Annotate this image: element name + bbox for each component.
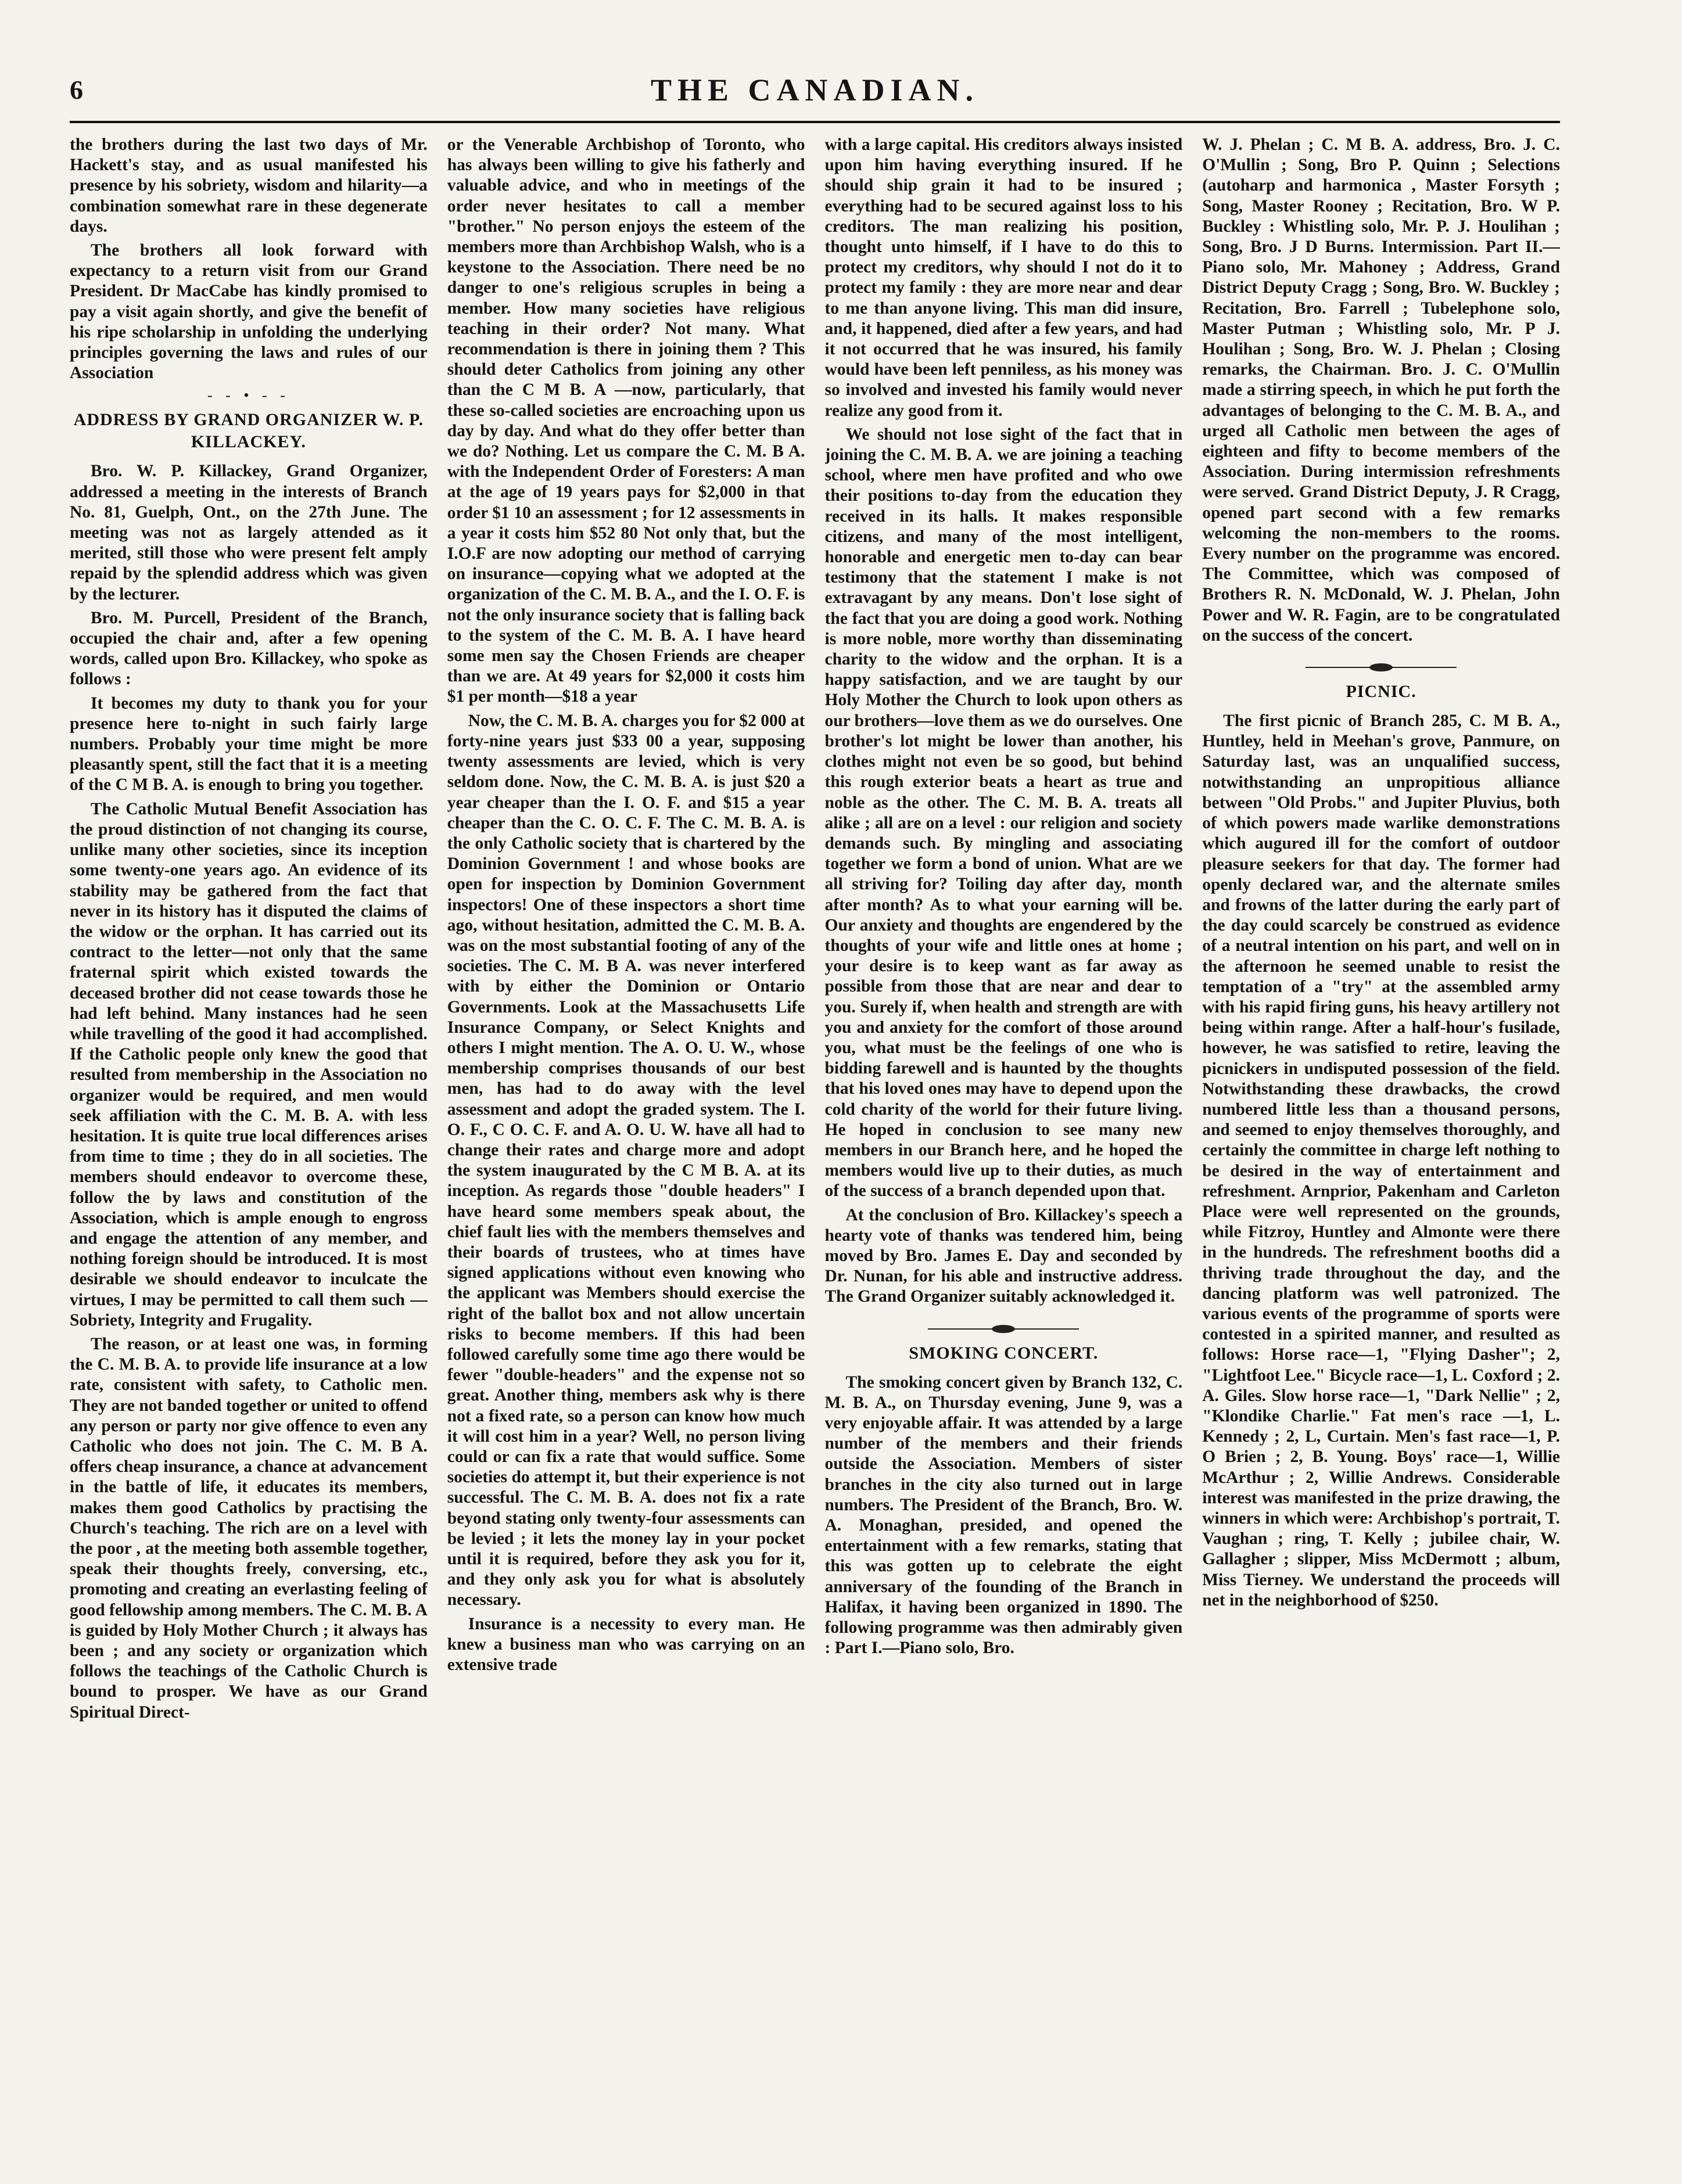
continued-paragraph: with a large capital. His creditors always insisted upon him having everything insured. If he should ship grain it had to be insured ; everything had to be secured against loss to his creditors. The man realizing his position, thought unto himself, if I have to do this to protect my creditors, why should I not do it to protect my family : they are more near and dear to me than anyone living. This man did insure, and, it happened, died after a few years, and had it not occurred that he was insured, his family would have been left penniless, as his money was so involved and invested his family would never realize any good from it. — [824, 135, 1183, 420]
page-number: 6 — [70, 75, 83, 105]
newspaper-title: THE CANADIAN. — [650, 73, 980, 107]
column-2 — [447, 135, 805, 2168]
article-paragraph: Now, the C. M. B. A. charges you for $2 000 at forty-nine years just $33 00 a year, supposing twenty assessments are levied, which is very seldom done. Now, the C. M. B. A. is just $20 a year cheaper than the I. O. F. and $15 a year cheaper than the C. O. C. F. The C. M. B. A. is the only Catholic society that is chartered by the Dominion Government ! and whose books are open for inspection by Dominion Government inspectors! One of these inspectors a short time ago, without hesitation, admitted the C. M. B. A. was on the most substantial footing of any of the societies. The C. M. B A. was never interfered with by either the Dominion or Ontario Governments. Look at the Massachusetts Life Insurance Company, or Select Knights and others I might mention. The A. O. U. W., whose membership comprises thousands of our best men, has had to do away with the level assessment and adopt the graded system. The I. O. F., C O. C. F. and A. O. U. W. have all had to change their rates and charge more and adopt the system inaugurated by the C M B. A. at its inception. As regards those "double headers" I have heard some members speak about, the chief fault lies with the members themselves and their boards of trustees, who at times have signed applications without even knowing who the applicant was Members should exercise the right of the ballot box and not allow uncertain risks to become members. If this had been followed carefully some time ago there would be fewer "double-headers" and the expense not so great. Another thing, members ask why is there not a fixed rate, so a person can know how much it will cost him in a year? Well, no person living could or can fix a rate that would suffice. Some societies do attempt it, but their experience is not successful. The C. M. B. A. does not fix a rate beyond stating only twenty-four assessments can be levied ; it lets the money lay in your pocket until it is required, before they ask you for it, and they only ask you for what is absolutely necessary. — [447, 711, 805, 1610]
continued-paragraph: the brothers during the last two days of Mr. Hackett's stay, and as usual manifested his presence by his sobriety, wisdom and hilarity—a combination somewhat rare in these degenerate days. — [70, 135, 428, 236]
section-separator — [1306, 663, 1457, 671]
section-separator: - - • - - — [207, 387, 290, 404]
article-paragraph: Insurance is a necessity to every man. He knew a business man who was carrying on an extensive trade — [447, 1614, 805, 1675]
continued-paragraph: or the Venerable Archbishop of Toronto, who has always been willing to give his fatherly and valuable advice, and who in meetings of the order never hesitates to call a member "brother." No person enjoys the esteem of the members more than Archbishop Walsh, who is a keystone to the Association. There need be no danger to one's religious scruples in being a member. How many societies have religious teaching in their order? Not many. What recommendation is there in joining them ? This should deter Catholics from joining any other than the C M B. A —now, particularly, that these so-called societies are encroaching upon us day by day. And what do they offer better than we do? Nothing. Let us compare the C. M. B A. with the Independent Order of Foresters: A man at the age of 19 years pays for $2,000 in that order $1 10 an assessment ; for 12 assessments in a year it costs him $52 80 Not only that, but the I.O.F are now adopting our method of carrying on insurance—copying what we adopted at the organization of the C. M. B. A., and the I. O. F. is not the only insurance society that is falling back to the system of the C. M. B. A. I have heard some men say the Chosen Friends are cheaper than we are. At 49 years for $2,000 it costs him $1 per month—$18 a year — [447, 135, 805, 706]
article-paragraph: We should not lose sight of the fact that in joining the C. M. B. A. we are joining a teaching school, where men have profited and who owe their positions to-day from the education they received in its halls. It makes responsible citizens, and many of the most intelligent, honorable and energetic men to-day can bear testimony that the statement I make is not extravagant by any means. Don't lose sight of the fact that you are doing a good work. Nothing is more noble, more worthy than disseminating charity to the widow and the orphan. It is a happy satisfaction, and we are taught by our Holy Mother the Church to look upon others as our brothers—love them as we do ourselves. One brother's lot might be lower than another, his clothes might not even be so good, but behind this rough exterior beats a heart as true and noble as the other. The C. M. B. A. treats all alike ; all are on a level : our religion and society demands such. By mingling and associating together we form a bond of union. What are we all striving for? Toiling day after day, month after month? As to what your earning will be. Our anxiety and thoughts are engendered by the thoughts of your wife and little ones at home ; your desire is to keep want as far away as possible from those that are near and dear to you. Surely if, when health and strength are with you and anxiety for the comfort of those around you, what must be the feelings of one who is bidding farewell and is haunted by the thoughts that his loved ones may have to depend upon the cold charity of the world for their future living. He hoped in conclusion to see many new members in our Branch here, and he hoped the members would live up to their duties, as much of the success of a branch depended upon that. — [824, 425, 1183, 1201]
masthead — [70, 70, 1560, 123]
header-rule — [70, 121, 1560, 123]
article-heading-picnic: PICNIC. — [1346, 682, 1416, 702]
article-paragraph: The smoking concert given by Branch 132, C. M. B. A., on Thursday evening, June 9, was a very enjoyable affair. It was attended by a large number of the members and their friends outside the Association. Members of sister branches in the city also turned out in large numbers. The President of the Branch, Bro. W. A. Monaghan, presided, and opened the entertainment with a few remarks, stating that this was gotten up to celebrate the eight anniversary of the founding of the Branch in Halifax, it having been organized in 1890. The following programme was then admirably given : Part I.—Piano solo, Bro. — [824, 1373, 1183, 1658]
column-3 — [825, 135, 1183, 2168]
article-paragraph: The Catholic Mutual Benefit Association has the proud distinction of not changing its course, unlike many other societies, since its inception some twenty-one years ago. An evidence of its stability may be gathered from the fact that never in its history has it disputed the claims of the widow or the orphan. It has carried out its contract to the letter—not only that the same fraternal spirit which existed towards the deceased brother did not cease towards those he had left behind. Many instances had he seen while travelling of the good it had accomplished. If the Catholic people only knew the good that resulted from membership in the Association no organizer would be required, and men would seek affiliation with the C. M. B. A. with less hesitation. It is quite true local differences arises from time to time ; they do in all societies. The members should endeavor to overcome these, follow the by laws and constitution of the Association, which is ample enough to engross and engage the attention of any member, and nothing foreign should be introduced. It is most desirable we should endeavor to inculcate the virtues, I may be permitted to call them such —Sobriety, Integrity and Frugality. — [70, 799, 428, 1330]
article-paragraph: It becomes my duty to thank you for your presence here to-night in such fairly large numbers. Probably your time might be more pleasantly spent, still the fact that it is a meeting of the C M B. A. is enough to bring you together. — [70, 694, 428, 795]
article-paragraph: The reason, or at least one was, in forming the C. M. B. A. to provide life insurance at a low rate, consistent with safety, to Catholic men. They are not banded together or united to offend any person or party nor give offence to even any Catholic who does not join. The C. M. B A. offers cheap insurance, a chance at advancement in the battle of life, it educates its members, makes them good Catholics by practising the Church's teaching. The rich are on a level with the poor , at the meeting both assemble together, speak their thoughts freely, conversing, etc., promoting and creating an everlasting feeling of good fellowship among members. The C. M. B. A is guided by Holy Mother Church ; it always has been ; and any society or organization which follows the teachings of the Catholic Church is bound to prosper. We have as our Grand Spiritual Direct- — [70, 1334, 428, 1722]
article-heading-address: ADDRESS BY GRAND ORGANIZER W. P. KILLACKEY. — [73, 410, 424, 452]
article-columns — [70, 135, 1560, 2168]
column-1 — [70, 135, 428, 2168]
article-paragraph: The brothers all look forward with expectancy to a return visit from our Grand President. Dr MacCabe has kindly promised to pay a visit again shortly, and give the benefit of his ripe scholarship in unfolding the underlying principles governing the laws and rules of our Association — [70, 241, 428, 383]
article-paragraph: At the conclusion of Bro. Killackey's speech a hearty vote of thanks was tendered him, being moved by Bro. James E. Day and seconded by Dr. Nunan, for his able and instructive address. The Grand Organizer suitably acknowledged it. — [824, 1205, 1183, 1306]
article-paragraph: Bro. W. P. Killackey, Grand Organizer, addressed a meeting in the interests of Branch No. 81, Guelph, Ont., on the 27th June. The meeting was not as largely attended as it merited, still those who were present felt amply repaid by the splendid address which was given by the lecturer. — [70, 462, 428, 604]
article-paragraph: Bro. M. Purcell, President of the Branch, occupied the chair and, after a few opening words, called upon Bro. Killackey, who spoke as follows : — [70, 608, 428, 689]
section-separator — [928, 1325, 1079, 1333]
article-heading-smoking-concert: SMOKING CONCERT. — [909, 1343, 1099, 1363]
column-4 — [1202, 135, 1560, 2168]
continued-paragraph: W. J. Phelan ; C. M B. A. address, Bro. J. C. O'Mullin ; Song, Bro P. Quinn ; Selections (autoharp and harmonica , Master Forsyth ; Song, Master Rooney ; Recitation, Bro. W P. Buckley : Whistling solo, Mr. P. J. Houlihan ; Song, Bro. J D Burns. Intermission. Part II.—Piano solo, Mr. Mahoney ; Address, Grand District Deputy Cragg ; Song, Bro. W. Buckley ; Recitation, Bro. Farrell ; Tubelephone solo, Master Putman ; Whistling solo, Mr. P J. Houlihan ; Song, Bro. W. J. Phelan ; Closing remarks, the Chairman. Bro. J. C. O'Mullin made a stirring speech, in which he put forth the advantages of belonging to the C. M. B. A., and urged all Catholic men between the ages of eighteen and fifty to become members of the Association. During intermission refreshments were served. Grand District Deputy, J. R Cragg, opened part second with a few remarks welcoming the non-members to the rooms. Every number on the programme was encored. The Committee, which was composed of Brothers R. N. McDonald, W. J. Phelan, John Power and W. R. Fagin, are to be congratulated on the success of the concert. — [1202, 135, 1560, 645]
article-paragraph: The first picnic of Branch 285, C. M B. A., Huntley, held in Meehan's grove, Panmure, on Saturday last, was an unqualified success, notwithstanding an unpropitious alliance between "Old Probs." and Jupiter Pluvius, both of which powers made warlike demonstrations which augured ill for the comfort of outdoor pleasure seekers for that day. The former had openly declared war, and the alternate smiles and frowns of the latter during the early part of the day could scarcely be construed as evidence of a neutral intention on his part, and well on in the afternoon he seemed unable to resist the temptation of a "try" at the assembled army with his rapid firing guns, his heavy artillery not being within range. After a half-hour's fusilade, however, he was satisfied to retire, leaving the picnickers in undisputed possession of the field. Notwithstanding these drawbacks, the crowd numbered little less than a thousand persons, and seemed to enjoy themselves thoroughly, and certainly the committee in charge left nothing to be desired in the way of entertainment and refreshment. Arnprior, Pakenham and Carleton Place were well represented on the grounds, while Fitzroy, Huntley and Almonte were there in the hundreds. The refreshment booths did a thriving trade throughout the day, and the dancing platform was well patronized. The various events of the programme of sports were contested in a spirited manner, and resulted as follows: Horse race—1, "Flying Dasher"; 2, "Lightfoot Lee." Bicycle race—1, L. Coxford ; 2. A. Giles. Slow horse race—1, "Dark Nellie" ; 2, "Klondike Charlie." Fat men's race —1, L. Kennedy ; 2, L, Curtain. Men's fast race—1, P. O Brien ; 2, B. Young. Boys' race—1, Willie McArthur ; 2, Willie Andrews. Considerable interest was manifested in the prize drawing, the winners in which were: Archbishop's portrait, T. Vaughan ; ring, T. Kelly ; jubilee chair, W. Gallagher ; slipper, Miss McDermott ; album, Miss Tierney. We understand the proceeds will net in the neighborhood of $250. — [1202, 712, 1560, 1610]
